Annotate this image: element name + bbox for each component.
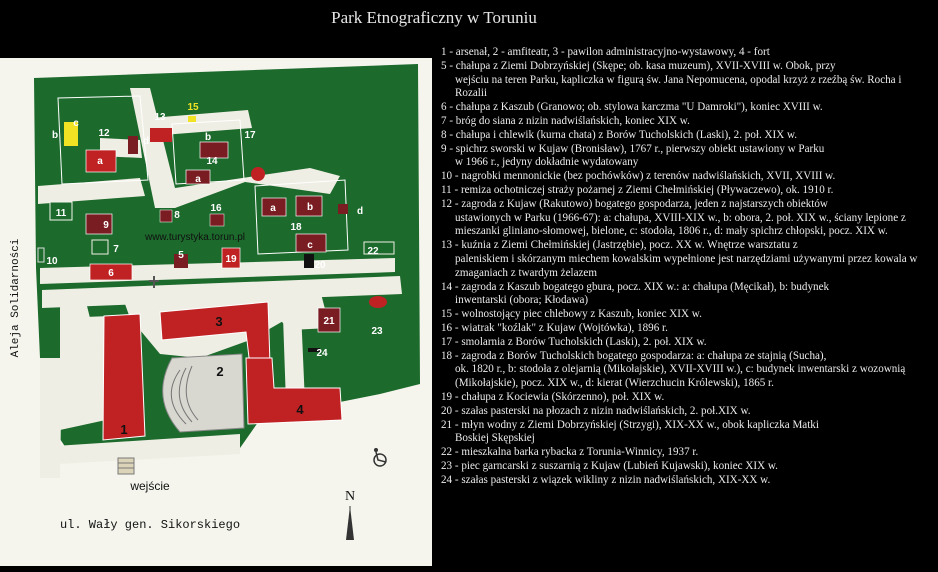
- legend-item: [441, 474, 933, 488]
- building-20: [304, 254, 314, 268]
- legend-item: [441, 115, 933, 129]
- legend-item: [441, 184, 933, 198]
- legend-item: [441, 143, 933, 171]
- page-title: Park Etnograficzny w Toruniu: [331, 8, 537, 27]
- legend-item: [441, 198, 933, 239]
- building-17: [251, 167, 265, 181]
- legend-item-number: 13 -: [441, 239, 462, 252]
- legend-item-text: chałupa z Kociewia (Skórzenno), poł. XIX w.: [461, 390, 665, 403]
- building-23: [369, 296, 387, 308]
- legend-item-number: 5 -: [441, 59, 456, 72]
- legend-item: [441, 46, 933, 60]
- legend-item-text: nagrobki mennonickie (bez pochówków) z terenów nadwiślańskich, XVII, XVIII w.: [461, 170, 836, 183]
- building-2-amphitheater: [163, 354, 244, 432]
- legend-item-continuation: Boskiej Skępskiej: [455, 432, 535, 445]
- legend-item-number: 20 -: [441, 404, 462, 417]
- entrance-label: wejście: [130, 479, 170, 493]
- label-9: 9: [103, 220, 109, 231]
- label-12a: a: [97, 156, 103, 167]
- label-14: 14: [206, 156, 218, 167]
- label-14a: a: [195, 174, 201, 185]
- label-18b: b: [306, 202, 314, 213]
- label-1: 1: [120, 422, 128, 437]
- label-12b: b: [51, 130, 59, 141]
- legend-item-text: szałas pasterski na płozach z nizin nadwiślańskich, 2. poł.XIX w.: [461, 404, 751, 417]
- legend-item: [441, 391, 933, 405]
- legend-item: [441, 419, 933, 447]
- legend-item: [441, 350, 933, 391]
- legend-item-continuation: inwentarski (obora; Kłodawa): [455, 294, 589, 307]
- legend-item: [441, 336, 933, 350]
- legend-item-number: 9 -: [441, 142, 456, 155]
- legend-item: [441, 308, 933, 322]
- legend-item: [441, 322, 933, 336]
- legend-item: [441, 405, 933, 419]
- legend-item-text: wiatrak "koźlak" z Kujaw (Wojtówka), 1896 r.: [461, 321, 668, 334]
- north-label: N: [344, 489, 356, 504]
- legend-item-text: piec garncarski z suszarnią z Kujaw (Lubień Kujawski), koniec XIX w.: [461, 459, 778, 472]
- legend-item-continuation: ustawionych w Parku (1966-67): a: chałupa, XVIII-XIX w., b: obora, 2. poł. XIX w., ściany lepione z mieszanki gliniano-słomowej, bielone, c: stodoła, 1806 r., d: mały spichrz chłopski, pocz. XIX w.: [455, 211, 906, 238]
- legend-item-text: chałupa z Ziemi Dobrzyńskiej (Skępe; ob. kasa muzeum), XVII-XVIII w. Obok, przy: [455, 59, 836, 72]
- legend-item-continuation: paleniskiem i skórzanym miechem kowalskim wypełnione jest narzędziami używanymi przez kowala w zmaganiach z twardym żelazem: [455, 252, 918, 279]
- watermark-text: www.turystyka.torun.pl: [144, 232, 246, 243]
- label-3: 3: [215, 314, 223, 329]
- park-map: [0, 58, 432, 566]
- legend-item-number: 8 -: [441, 128, 456, 141]
- legend-item-text: zagroda z Borów Tucholskich bogatego gospodarza: a: chałupa ze stajnią (Sucha),: [461, 349, 827, 362]
- label-7: 7: [113, 244, 119, 255]
- legend-item: [441, 170, 933, 184]
- label-8: 8: [174, 210, 180, 221]
- legend-item-continuation: ok. 1820 r., b: stodoła z olejarnią (Mikołajskie), XVII-XVIII w.), c: budynek inwentarski z wozownią (Mikołajskie), pocz. XIX w., d: kierat (Wierzchucin Królewski), 1865 r.: [455, 363, 906, 390]
- building-15: [188, 116, 196, 122]
- building-12d: [128, 136, 138, 154]
- legend-item-text: kuźnia z Ziemi Chełmińskiej (Jastrzębie), pocz. XX w. Wnętrze warsztatu z: [461, 239, 798, 252]
- label-17: 17: [244, 130, 256, 141]
- label-18d: d: [356, 206, 364, 217]
- legend-item-text: chałupa i chlewik (kurna chata) z Borów Tucholskich (Laski), 2. poł. XIX w.: [455, 128, 798, 141]
- label-15: 15: [187, 102, 199, 113]
- label-18: 18: [290, 222, 302, 233]
- legend-item: [441, 129, 933, 143]
- legend-item-number: 21 -: [441, 418, 462, 431]
- label-22: 22: [367, 246, 379, 257]
- street-bottom-label: ul. Wały gen. Sikorskiego: [59, 518, 241, 532]
- legend-item-number: 14 -: [441, 280, 462, 293]
- label-4: 4: [296, 402, 304, 417]
- building-13: [150, 128, 172, 142]
- legend-item-number: 23 -: [441, 459, 462, 472]
- label-21: 21: [323, 316, 335, 327]
- legend-item-number: 15 -: [441, 308, 462, 321]
- legend-item-number: 19 -: [441, 390, 462, 403]
- label-11: 11: [55, 208, 67, 219]
- legend-item-text: remiza ochotniczej straży pożarnej z Ziemi Chełmińskiej (Pływaczewo), ok. 1910 r.: [460, 183, 834, 196]
- legend-item-text: chałupa z Kaszub (Granowo; ob. stylowa karczma "U Damroki"), koniec XVIII w.: [455, 101, 823, 114]
- legend-item-text: arsenał, 2 - amfiteatr, 3 - pawilon administracyjno-wystawowy, 4 - fort: [455, 46, 770, 58]
- legend-item-number: 6 -: [441, 101, 456, 114]
- legend-item-number: 17 -: [441, 335, 462, 348]
- legend-item-text: mieszkalna barka rybacka z Torunia-Winnicy, 1937 r.: [461, 446, 699, 459]
- legend-item-text: szałas pasterski z wiązek wikliny z nizin nadwiślańskich, XIX-XX w.: [461, 473, 771, 486]
- label-18c: c: [307, 240, 313, 251]
- legend-item-number: 10 -: [441, 170, 462, 183]
- legend-item-number: 11 -: [441, 183, 461, 196]
- label-13: 13: [154, 112, 166, 123]
- legend-item: [441, 460, 933, 474]
- legend-item-text: młyn wodny z Ziemi Dobrzyńskiej (Strzygi), XIX-XX w., obok kapliczka Matki: [461, 418, 819, 431]
- label-19: 19: [225, 254, 237, 265]
- legend-item-number: 7 -: [441, 114, 456, 127]
- legend-item: [441, 60, 933, 101]
- legend-item: [441, 239, 933, 280]
- legend-item-number: 1 -: [441, 46, 456, 58]
- legend-item-text: bróg do siana z nizin nadwiślańskich, koniec XIX w.: [455, 114, 690, 127]
- legend-item-number: 22 -: [441, 446, 462, 459]
- legend-item: [441, 101, 933, 115]
- legend-item: [441, 281, 933, 309]
- building-18d: [338, 204, 348, 214]
- label-6: 6: [108, 268, 114, 279]
- label-12c: c: [73, 118, 79, 129]
- label-18a: a: [270, 203, 276, 214]
- legend: [441, 46, 933, 488]
- legend-item-text: spichrz sworski w Kujaw (Bronisław), 1767 r., pierwszy obiekt ustawiony w Parku: [455, 142, 825, 155]
- label-10: 10: [46, 256, 58, 267]
- legend-item-text: smolarnia z Borów Tucholskich (Laski), 2. poł. XIX w.: [461, 335, 707, 348]
- label-20: 20: [314, 260, 326, 271]
- building-16: [210, 214, 224, 226]
- legend-item-text: wolnostojący piec chlebowy z Kaszub, koniec XIX w.: [461, 308, 702, 321]
- legend-item: [441, 446, 933, 460]
- building-7: [92, 240, 108, 254]
- legend-item-number: 12 -: [441, 197, 462, 210]
- legend-item-continuation: w 1966 r., jedyny dokładnie wydatowany: [455, 156, 639, 169]
- label-16: 16: [210, 203, 222, 214]
- label-12: 12: [98, 128, 110, 139]
- legend-item-text: zagroda z Kujaw (Rakutowo) bogatego gospodarza, jeden z najstarszych obiektów: [461, 197, 828, 210]
- legend-item-number: 18 -: [441, 349, 462, 362]
- label-12d: d: [142, 136, 150, 147]
- label-14b: b: [204, 132, 212, 143]
- label-5: 5: [178, 250, 184, 261]
- legend-item-continuation: wejściu na teren Parku, kapliczka w figurą św. Jana Nepomucena, opodal krzyż z rzeźbą św. Rocha i Rozalii: [455, 73, 902, 100]
- street-left-label: Aleja Solidarności: [10, 238, 22, 358]
- label-23: 23: [371, 326, 383, 337]
- label-2: 2: [216, 364, 224, 379]
- building-8: [160, 210, 172, 222]
- legend-item-number: 24 -: [441, 473, 462, 486]
- legend-item-text: zagroda z Kaszub bogatego gbura, pocz. XIX w.: a: chałupa (Męcikał), b: budynek: [461, 280, 830, 293]
- legend-item-number: 16 -: [441, 321, 462, 334]
- label-24: 24: [316, 348, 328, 359]
- entrance-stairs-icon: [118, 458, 134, 474]
